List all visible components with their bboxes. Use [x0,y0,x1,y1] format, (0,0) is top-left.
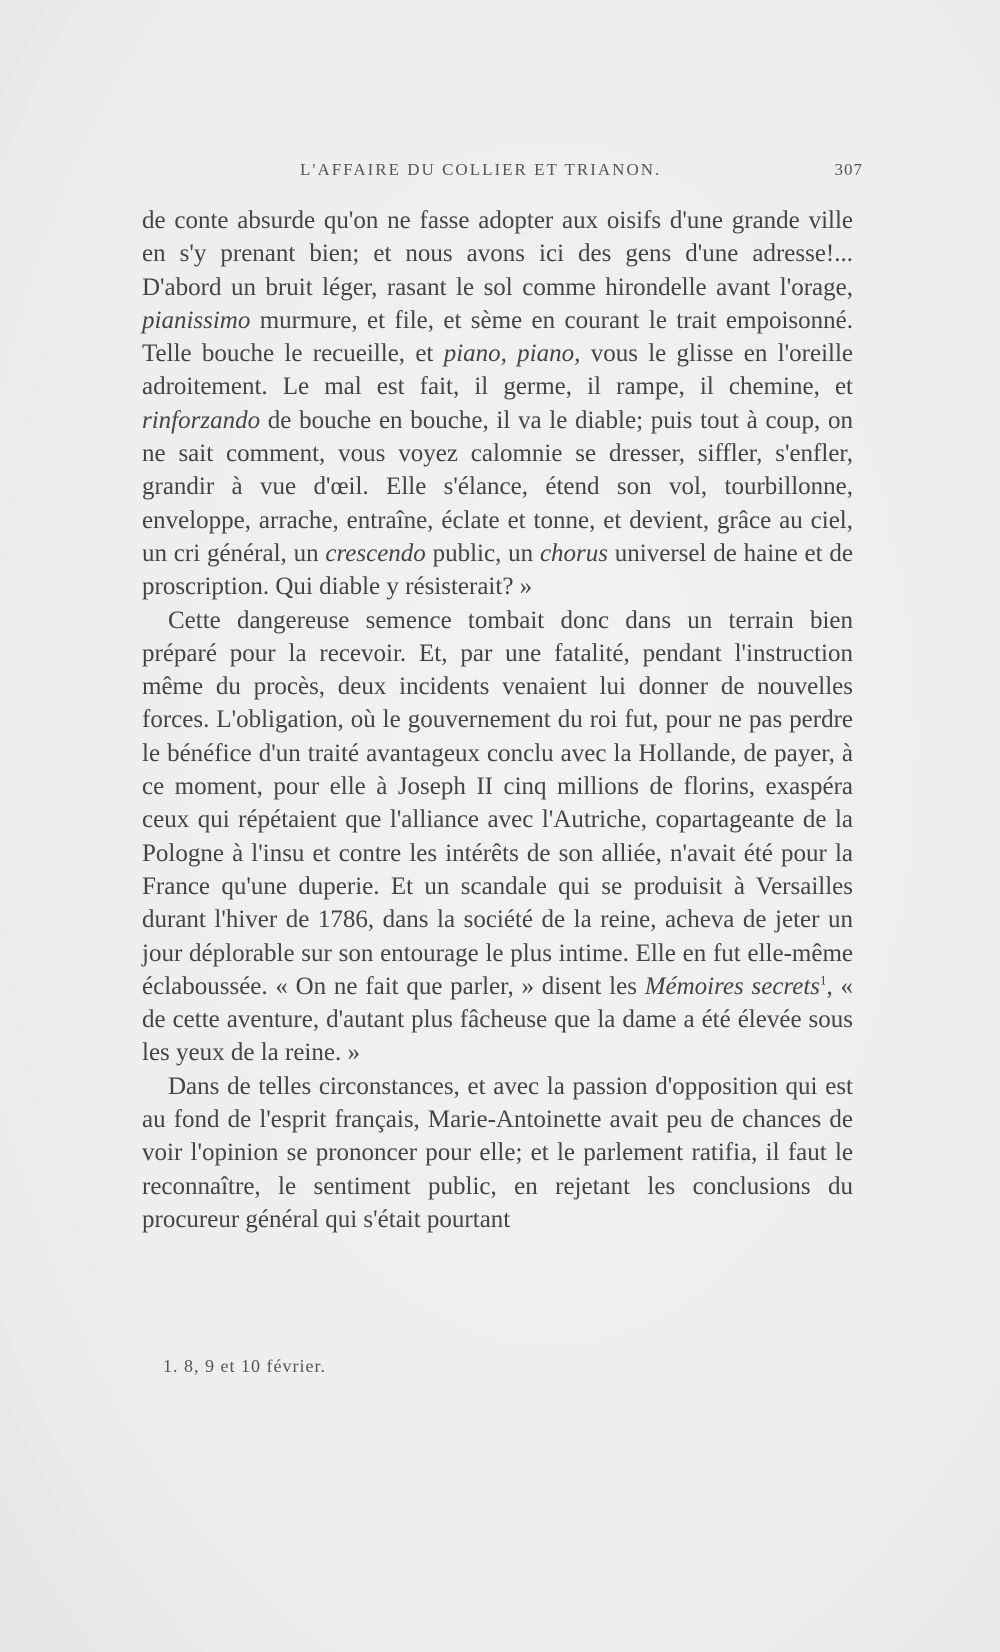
italic-term: pianissimo [142,306,251,334]
italic-term: chorus [539,539,608,567]
text-run: de conte absurde qu'on ne fasse adopter aux oisifs d'une grande ville en s'y prenant bien; et nous avons ici des gens d'une adresse!... D'abord un bruit léger, rasant le sol comme hirondelle avant l'orage, [142,207,853,301]
text-run: vous le glisse en l'oreille adroitement. Le mal est fait, il germe, il rampe, il chemine, et [142,340,854,401]
text-run: murmure, et file, et sème en courant le trait empoisonné. Telle bouche le recueille, et [142,306,853,368]
text-run: public, un [425,539,540,567]
italic-title: Mémoires secrets [644,972,820,1000]
footnote-ref: 1 [820,972,827,988]
text-run: Dans de telles circonstances, et avec la passion d'opposition qui est au fond de l'esprit français, Marie-Antoinette avait peu de chances de voir l'opinion se prononcer pour elle; et le parlement ratifia, il faut le reconnaître, le sentiment public, en rejetant les conclusions du procureur général qui s'était pourtant [142,1072,853,1233]
text-run: , « de cette aventure, d'autant plus fâcheuse que la dame a été élevée sous les yeux de la reine. » [142,972,853,1067]
italic-term: crescendo [325,539,426,567]
footnote: 1. 8, 9 et 10 février. [163,1356,326,1376]
running-title: L'AFFAIRE DU COLLIER ET TRIANON. [300,160,662,179]
italic-term: rinforzando [142,406,261,434]
text-run: de bouche en bouche, il va le diable; puis tout à coup, on ne sait comment, vous voyez calomnie se dresser, siffler, s'enfler, grandir à vue d'œil. Elle s'élance, étend son vol, tourbillonne, enveloppe, arrache, entraîne, éclate et tonne, et devient, grâce au ciel, un cri général, un [142,406,853,567]
page-number: 307 [834,160,863,179]
running-header [300,160,863,186]
paragraph-2 [142,604,853,1070]
paragraph-3 [142,1070,853,1236]
italic-term: piano, piano, [443,340,581,368]
text-run: Cette dangereuse semence tombait donc dans un terrain bien préparé pour la recevoir. Et, par une fatalité, pendant l'instruction même du procès, deux incidents venaient lui donner de nouvelles forces. L'obligation, où le gouvernement du roi fut, pour ne pas perdre le bénéfice d'un traité avantageux conclu avec la Hollande, de payer, à ce moment, pour elle à Joseph II cinq millions de florins, exaspéra ceux qui répétaient que l'alliance avec l'Autriche, copartageante de la Pologne à l'insu et contre les intérêts de son alliée, n'avait été pour la France qu'une duperie. Et un scandale qui se produisit à Versailles durant l'hiver de 1786, dans la société de la reine, acheva de jeter un jour déplorable sur son entourage le plus intime. Elle en fut elle-même éclaboussée. « On ne fait que parler, » disent les [142,606,853,1000]
body-text [142,204,853,1236]
text-run: universel de haine et de proscription. Qui diable y résisterait? » [142,539,853,601]
paragraph-1 [142,204,853,604]
